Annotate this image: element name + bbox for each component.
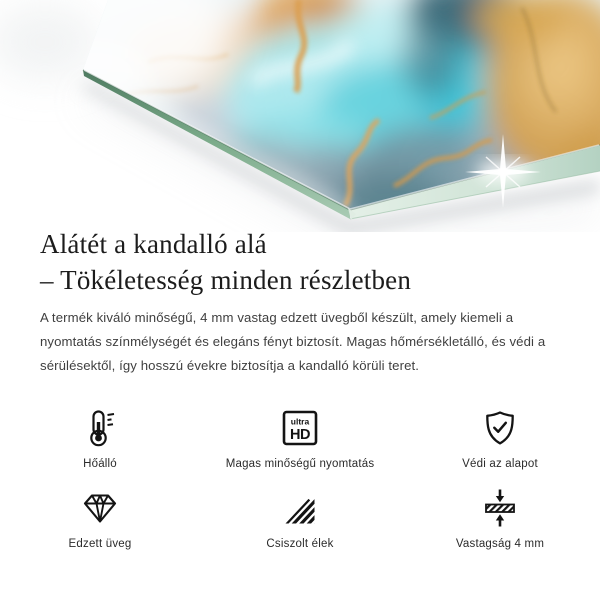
- feature-print-quality: [200, 406, 400, 470]
- ultra-hd-icon: [278, 406, 322, 450]
- features-grid: [0, 406, 600, 550]
- feature-label: Védi az alapot: [462, 458, 538, 470]
- feature-protects-base: [400, 406, 600, 470]
- title-line-1: Alátét a kandalló alá: [40, 229, 267, 259]
- diamond-icon: [78, 486, 122, 530]
- title-line-2: – Tökéletesség minden részletben: [40, 265, 412, 295]
- svg-text:HD: HD: [290, 427, 310, 443]
- feature-heat-resistant: [0, 406, 200, 470]
- glass-panel-illustration: [0, 0, 600, 232]
- product-image: [0, 0, 600, 232]
- product-description: A termék kiváló minőségű, 4 mm vastag edzett üvegből készült, amely kiemeli a nyomtatás színmélységét és elegáns fényt biztosít. Magas hőmérsékletálló, és védi a sérülésektől, így hosszú évekre biztosítja a kandalló körüli teret.: [40, 310, 546, 373]
- thermometer-icon: [78, 406, 122, 450]
- page-title: [40, 226, 411, 298]
- feature-label: Magas minőségű nyomtatás: [225, 458, 375, 470]
- polished-edges-icon: [278, 486, 322, 530]
- thickness-4mm-icon: [478, 486, 522, 530]
- feature-polished-edges: [200, 486, 400, 550]
- feature-label: Vastagság 4 mm: [455, 538, 545, 550]
- svg-text:ultra: ultra: [290, 416, 310, 427]
- feature-thickness: [400, 486, 600, 550]
- feature-label: Hőálló: [83, 458, 117, 470]
- shield-check-icon: [478, 406, 522, 450]
- feature-label: Csiszolt élek: [266, 538, 334, 550]
- feature-label: Edzett üveg: [68, 538, 132, 550]
- feature-tempered-glass: [0, 486, 200, 550]
